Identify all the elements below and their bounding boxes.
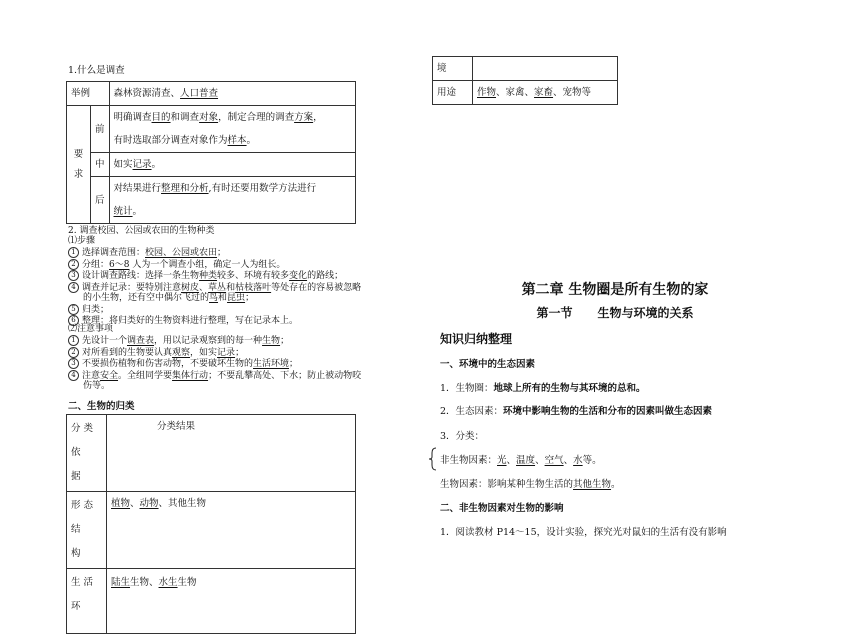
list-item: 1 选择调查范围：校园、公园或农田； (68, 247, 428, 259)
steps-list (68, 247, 428, 327)
table-cell: 陆生生物、水生生物 (107, 569, 356, 634)
table-cell: 对结果进行整理和分析,有时还要用数学方法进行 统计。 (109, 177, 355, 224)
table-row (433, 81, 618, 105)
table-row (433, 57, 618, 81)
table-row (67, 82, 356, 106)
classification-table (66, 414, 356, 634)
table-row (67, 153, 356, 177)
table-cell: 中 (91, 153, 110, 177)
table-cell: 植物、动物、其他生物 (107, 492, 356, 569)
section-title: 第一节 生物与环境的关系 (536, 306, 694, 320)
notes-title: ⑵注意事项 (68, 324, 114, 334)
table-cell: 森林资源清查、人口普查 (109, 82, 355, 106)
list-item: 3 设计调查路线：选择一条生物种类较多、环境有较多变化的路线； (68, 270, 428, 282)
table-cell: 境 (433, 57, 473, 81)
table-cell (473, 57, 618, 81)
table-row (67, 415, 356, 492)
list-item: 2 对所看到的生物要认真观察，如实记录； (68, 347, 428, 359)
list-item: 1 先设计一个调查表，用以记录观察到的每一种生物； (68, 335, 428, 347)
heading-campus-survey: 2. 调查校园、公园或农田的生物种类 (68, 226, 215, 236)
part2-heading: 二、非生物因素对生物的影响 (440, 503, 564, 514)
item-read-textbook: 1．阅读教材 P14～15，设计实验，探究光对鼠妇的生活有没有影响 (440, 527, 727, 538)
table-cell: 如实记录。 (109, 153, 355, 177)
list-item: 的小生物，还有空中偶尔飞过的鸟和昆虫； (83, 293, 255, 303)
summary-heading: 知识归纳整理 (440, 332, 513, 346)
table-cell: 生 活 环 (67, 569, 107, 634)
heading-what-is-survey: 1.什么是调查 (68, 65, 125, 76)
part1-heading: 一、环境中的生态因素 (440, 359, 536, 370)
item-classification: 3．分类： (440, 431, 485, 442)
list-item: 2 分组：6～8 人为一个调查小组，确定一人为组长。 (68, 259, 428, 271)
list-item: 4 注意安全。全组同学要集体行动；不要乱攀高处、下水；防止被动物咬 (68, 370, 428, 382)
item-biosphere: 1．生物圈：地球上所有的生物与其环境的总和。 (440, 383, 646, 394)
survey-table (66, 81, 356, 224)
item-ecological-factors: 2．生态因素：环境中影响生物的生活和分布的因素叫做生态因素 (440, 406, 713, 417)
list-item: 4 调查并记录：要特别注意树皮、草丛和枯枝落叶等处存在的容易被忽略 (68, 282, 428, 294)
table-cell: 用途 (433, 81, 473, 105)
nonbio-factors: 非生物因素：光、温度、空气、水等。 (440, 455, 602, 466)
table-cell: 后 (91, 177, 110, 224)
table-cell: 分类结果 (107, 415, 356, 492)
table-cell-req: 要 求 (67, 106, 91, 224)
table-cell: 前 (91, 106, 110, 153)
section-classification: 二、生物的归类 (68, 401, 135, 412)
table-row (67, 569, 356, 634)
usage-table (432, 56, 618, 105)
brace-icon (428, 447, 438, 471)
list-item: 6 整理：将归类好的生物资料进行整理，写在记录本上。 (68, 315, 428, 327)
table-cell: 分 类 依 据 (67, 415, 107, 492)
table-cell: 明确调查目的和调查对象，制定合理的调查方案， 有时选取部分调查对象作为样本。 (109, 106, 355, 153)
table-cell: 形 态 结 构 (67, 492, 107, 569)
list-item: 伤等。 (83, 381, 111, 391)
table-cell-label: 举例 (67, 82, 110, 106)
notes-list (68, 335, 428, 392)
table-cell: 作物、家禽、家畜、宠物等 (473, 81, 618, 105)
steps-title: ⑴步骤 (68, 236, 96, 246)
table-row (67, 177, 356, 224)
table-row (67, 492, 356, 569)
list-item: 3 不要损伤植物和伤害动物，不要破坏生物的生活环境； (68, 358, 428, 370)
list-item: 5 归类； (68, 304, 428, 316)
bio-factors: 生物因素：影响某种生物生活的其他生物。 (440, 479, 621, 490)
table-row (67, 106, 356, 153)
chapter-title: 第二章 生物圈是所有生物的家 (521, 282, 709, 298)
